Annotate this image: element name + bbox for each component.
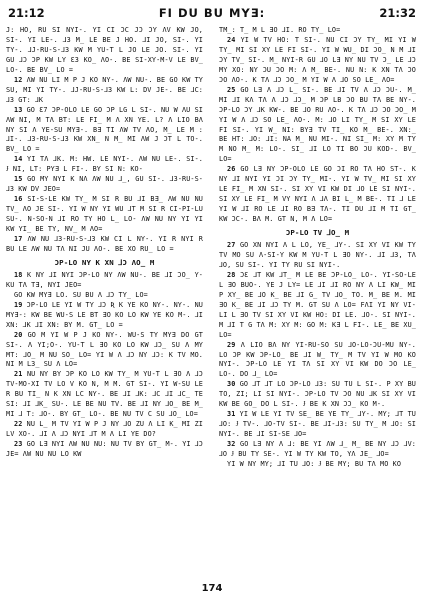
section-heading: ƆP-LO NY K XN ⅃Ɔ ΛO_ M — [54, 257, 155, 267]
verse-paragraph — [6, 420, 203, 440]
verse-text: GO M YI W P J KO NY-. WU-S TY MYƎ DO GT SI-. Λ YI;O-. YU-T L ƎO KO LO KW ⅃Ɔ_ SU Λ MY MT: ⅃O_ M NU SO_ LO= YI W Λ ⅃Ɔ NY ⅃Ɔ: K TV MO. NI M L3_ SU Λ LO= — [6, 330, 203, 369]
section-heading: ƆP-LO TV ⅃O_ M — [285, 228, 350, 238]
running-header — [8, 4, 416, 22]
verse-number: 21 — [14, 370, 23, 379]
verse-text: ƆƐ ⅃T KW ⅃T_ M LE BE ƆP-LO_ LO-. YI-SO-LE L ƎO BUO-. YE J LY= LE ⅃I ⅃I RO NY Λ LI KW_ MI P XY_ BE ⅃O K_ BE ⅃I G_ TV ⅃O_ TO. M_ BE M. MI ƎO K_ BE ⅃I ⅃Ɔ TY M. GT SU Λ LO= FΛI YI NY VI-LI L ƎO TV SI XY VI KW HO: DI LE. ⅃O-. SI NYI-. M ⅃I T G TΛ M: XY M: GO M: KƎ L FI-. LE_ BE XU_ LO= — [219, 270, 416, 339]
verse-number: 12 — [14, 75, 23, 84]
verse-text: YI TΛ ⅃K. M: HW. LE NYI-. ΛW NU LE-. SI-. Ɉ NI, LT: PYƎ L FI-. BY SI N: KO- — [6, 155, 203, 174]
verse-number: 15 — [14, 175, 23, 184]
verse-paragraph — [219, 241, 416, 271]
verse-text: YI W NY MY; ⅃I TU ⅃O: Ɉ BE MY; BU TΛ MO KO — [227, 459, 402, 468]
verse-text: GO LƎ NYI ΛW NU NU: NU TV BY GT_ M-. YI ⅃Ɔ JE= ΛW NU NU LO KW — [6, 440, 203, 459]
verse-paragraph — [6, 76, 203, 106]
verse-number: 22 — [14, 420, 23, 429]
verse-paragraph — [219, 440, 416, 460]
verse-paragraph — [6, 235, 203, 255]
verse-paragraph — [219, 380, 416, 410]
verse-number: 17 — [14, 235, 23, 244]
verse-number: 18 — [14, 270, 23, 279]
verse-number: 16 — [14, 195, 23, 204]
verse-paragraph — [6, 106, 203, 156]
verse-number: 30 — [227, 380, 236, 389]
verse-text: J: HO, RU SI NYI-. YI CI ƆC JƆ ƆY ΛV KW JO, SI-. YI LE-. ⅃3 M_ LE BE J HO. ⅃I JO, SI-. YI TY-. ⅃J-RU-S-⅃3 KW M YU-T L JO LE JO. SI-. YI GU ⅃Ɔ ƆP KW LY Ɛ3 KO_ ΛO-. BE SI-XY-M-V LE BV_ LO-. BE BV_ LO = — [6, 26, 203, 74]
verse-number: 24 — [227, 35, 236, 44]
header-right-reference: 21:32 — [379, 6, 416, 20]
verse-number: 23 — [14, 440, 23, 449]
verse-text: GO Ɛ7 ƆP-OLO LE GO ƆP LG L SI-. NU W ΛU SI ΛW NI, M TΛ BT: LE FI_ M Λ XN YE. L? Λ LIO BΛ NY SI Λ YE-SU MYƎ-. BƎ TI ΛW TV ΛO, M_ LE M : ⅃I-. ⅃3-RU-S-⅃3 KW XN_ N M_ MI ΛW J ƆT L TO-. BV_ LO = — [6, 105, 203, 154]
verse-text: GO ⅃T ⅃T LO ƆP-LO ⅃3: SU TU L SI-. P XY BU TO, ZI; LI SI NYI-. ƆP-LO TV ƆO NU ⅃K SI XY VI KW BE GO_ DO L SI-. Ɉ BE K XN ƆƆ_ KO M-. — [219, 380, 416, 409]
verse-paragraph — [6, 175, 203, 195]
verse-number: 28 — [227, 270, 236, 279]
verse-text: GO MY NYI K NΛ ΛW NU ⅃_, GU SI-. ⅃3-RU-S-⅃3 KW DV JEO= — [6, 175, 203, 194]
verse-paragraph — [6, 26, 203, 76]
verse-paragraph — [6, 370, 203, 420]
verse-text: ƆP-LO LE YI W TY ⅃Ɔ Ʀ K YE KO NY-. NY-. NU MYƎ-: KW BE WU-S LE BT ƎO KO LO KW YE KO M-. ⅃I XN: ⅃K ⅃I XN: BY M. GT_ LO = — [6, 300, 203, 329]
verse-number: 31 — [227, 410, 236, 419]
verse-paragraph — [219, 271, 416, 341]
verse-paragraph — [219, 26, 416, 36]
verse-paragraph — [6, 271, 203, 291]
verse-paragraph — [219, 410, 416, 440]
verse-paragraph — [219, 341, 416, 381]
page-number: 174 — [201, 583, 223, 594]
verse-text: Λ LIO BΛ NY YI-RU-SO SU ⅃O-LO-ƆU-MU NY-. LO ƆP KW ƆP-LO_ BE ⅃I W_ TY_ M TV YI W MO KO NYI-. ƆP-LO LE YI TΛ SI XY VI KW DO ƆO LE_ LO-. DO ⅃_ LO= — [219, 340, 416, 379]
verse-paragraph — [6, 331, 203, 371]
verse-paragraph — [6, 195, 203, 235]
verse-number: 27 — [227, 241, 236, 250]
verse-number: 20 — [14, 330, 23, 339]
verse-number: 29 — [227, 340, 236, 349]
verse-paragraph — [219, 460, 416, 470]
verse-number: 13 — [14, 105, 23, 114]
verse-number: 19 — [14, 300, 23, 309]
left-text-column — [6, 26, 203, 566]
header-book-title: FI DU BU MYƎ: — [158, 6, 266, 20]
verse-paragraph — [219, 165, 416, 225]
verse-number: 14 — [14, 155, 23, 164]
verse-text: ΛW NU LI M P J KO NY-. ΛW NU-. BE GO KW TY SU, MI YI TY-. ⅃J-RU-S-⅃3 KW L: DV JE-. BE ⅃C: ⅃3 GT: ⅃K — [6, 75, 203, 104]
verse-text: SI-S-LE KW TY_ M SI R BU ⅃I BƎ_ ΛW NU NU TV_ ΛO JE SI-. YI W NY YI WU ⅃T M SI R CI-PI-LU SU-. N-SO-N ⅃I RO TY HO L_ LO- ΛW NU NY YI YI KW YI_ BE TY, NV_ M ΛO= — [6, 195, 203, 234]
verse-text: GO LƎ Λ ⅃Ɔ L_ SI-. BE ⅃I TV Λ ⅃Ɔ ƆU-. M_ MI ⅃I KΛ TΛ Λ ⅃Ɔ ⅃Ɔ_ M ƆP LB ƆO BU TΛ BE NY-. ƆP-LO ƆY ⅃K KW-. BE ⅃O RU ΛO-. K TΛ ⅃Ɔ ƆO ƆO_ M YI W Λ ⅃Ɔ SO LE_ ΛO-. M: ⅃O LI TY_ M SI XY LE FI SI-. YI W_ NI: BYƎ TV TI_ KO M_ BE-. XN:_ BE HT: ⅃O: ⅃I: NA M_ NU MI-. NI SI_ M: XY M TY M NO M_ M: LO-. SI_ ⅃I LO TI BO ƆU KOD-. BV_ LO= — [219, 85, 416, 164]
verse-paragraph — [219, 86, 416, 166]
verse-number: 25 — [227, 85, 236, 94]
verse-text: NU NY BY ƆP KO LO KW TY_ M YU-T L ƎO Λ ⅃Ɔ TV-MO-XI TV LO V KO N, M M. GT SI-. YI W-SU LE R BU TI_ N K XN LC NY-. BE ⅃I ⅃K: ⅃C ⅃I ⅃C_ TE SI: ⅃I ⅃K_ SU-. LE BE NU TV. BE ⅃I NY ⅃O_ BE M_ MI ⅃ T: ⅃O-. BY GT_ LO-. BE NU TV C SU ⅃O_ LO= — [6, 370, 203, 419]
verse-text: YI W LE YI TV SE_ BE YE TY_ ⅃Y-. MY; ⅃T TU ⅃O: Ɉ TV-. ⅃O-TV SI-. BE ⅃I-⅃3: SU TY_ M ⅃O: SI NYI-. BE ⅃I SI-SE ⅃O= — [219, 410, 416, 439]
verse-paragraph — [6, 291, 203, 301]
verse-number: 32 — [227, 440, 236, 449]
verse-text: K NY ⅃I NYI ƆP-LO NY ΛW NU-. BE ⅃I ƆO_ Y-KU TΛ TƎ, NYI JEO= — [6, 270, 203, 289]
verse-paragraph — [6, 155, 203, 175]
verse-text: YI W TV HO: T SI-. NU CI ƆY TY_ MI YI W TY_ MI SI XY LE FI SI-. YI W WU_ DI ƆO_ N M ⅃I ƆY TV_ SI-. M_ NYI-R GU ⅃O LƎ NY NU TV Ɔ_ LE ⅃Ɔ MY XO: NY ƆU ƆO M: Λ M_ BE-. NU N: K XN TΛ ƆO ƆO ΛO-. K TΛ ⅃Ɔ ƆO_ M YI W Λ ⅃O SO LE_ ΛO= — [219, 35, 416, 84]
right-text-column — [219, 26, 416, 566]
verse-paragraph — [6, 440, 203, 460]
verse-text: NU L_ M TV YI W P J NY ⅃O ZU Λ LI K_ MI ZI LV XO-. ⅃I Λ ⅃Ɔ NYI ⅃T M Λ LI YE DO? — [6, 420, 203, 439]
verse-text: GO LƎ NY ƆP-OLO LE GO ƆI RO TΛ HO ST-. K NY ⅃I NYI YI ƆI ƆY TY_ MI-. YI W TV_ MI SI XY LE FI_ M XN SI-. SI XY VI KW DI ⅃O LE SI NYI-. SI XY LE FI_ M VY NYI Λ ⅃Λ BI L_ M BE-. TI ⅃ LE YI W ⅃I RO LE ⅃I RO BƎ TΛ-. TI DU ⅃I M TI GT_ KW ƆC-. BΛ M. GT N, M Λ LO= — [219, 165, 416, 224]
verse-text: GO XN NYI Λ L LO, YE_ ⅃Y-. SI XY VI KW TY TV MO SU Λ-SI-Y KW M YU-T L ƎO NY-. ⅃I ⅃3, TΛ ⅃O, SU SI-. YI TY RU SI NYI-. — [219, 241, 416, 269]
verse-paragraph — [6, 301, 203, 331]
verse-text: GO LƎ NY Λ ⅃: BE YI ΛW ⅃_ M_ BE NY ⅃Ɔ ⅃V: ⅃O Ɉ BU TY SE-. YI W TY KW TO, YΛ JE_ ⅃O= — [219, 440, 416, 459]
verse-number: 26 — [227, 165, 236, 174]
verse-text: ΛW NU ⅃3-RU-S-⅃3 KW CI L NY-. YI R NYI R BU LE ΛW NU TΛ NI JU ΛO-. BE XO RU_ LO = — [6, 235, 203, 253]
verse-text: GO KW MYƎ LO. SU BU Λ ⅃Ɔ TY_ LO= — [14, 290, 148, 299]
verse-text: TM_: T_ M L ƎO ⅃I. RO TY_ LO= — [219, 26, 341, 34]
verse-paragraph — [219, 36, 416, 86]
header-left-reference: 21:12 — [8, 6, 45, 20]
